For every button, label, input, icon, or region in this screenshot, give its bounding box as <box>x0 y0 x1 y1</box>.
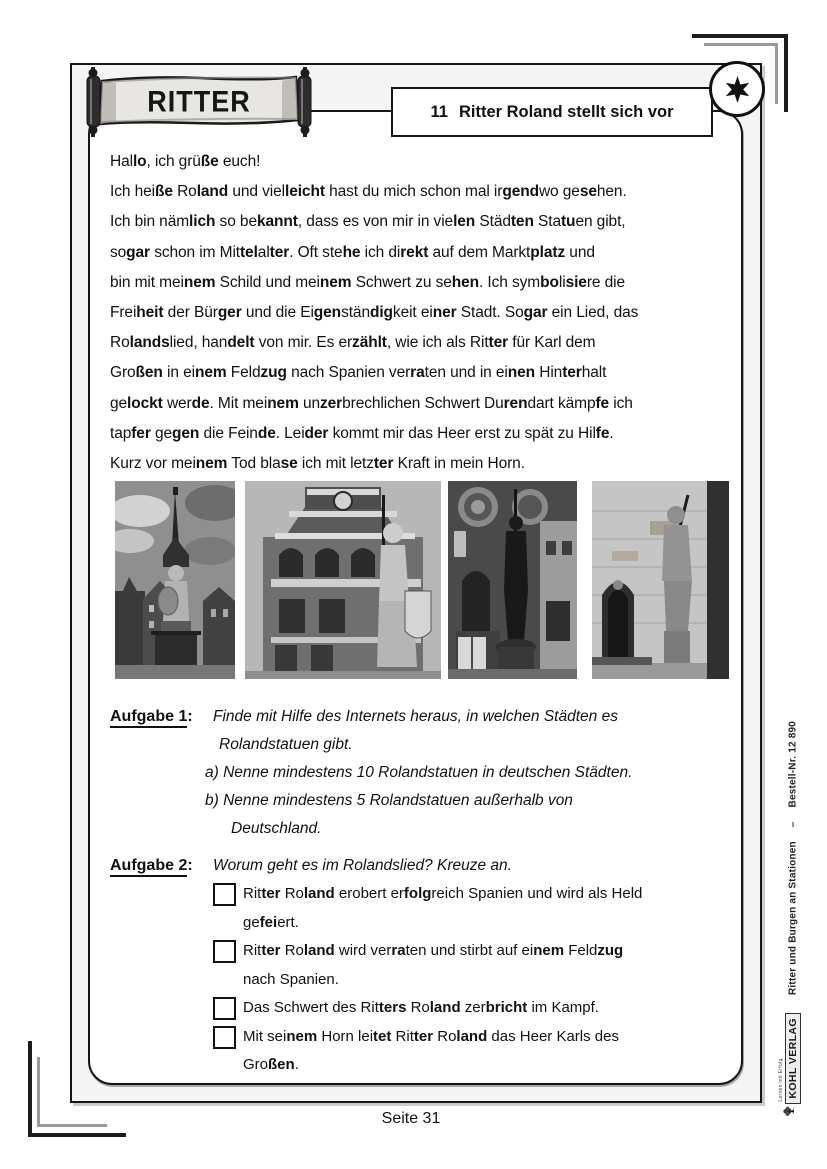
answer-checkbox[interactable] <box>213 883 236 906</box>
task-1-label: Aufgabe 1: <box>110 703 213 731</box>
banner-title: RITTER <box>147 85 251 118</box>
option-text: Ritter Roland wird verraten und stirbt auf einem Feldzug nach Spanien. <box>243 942 624 988</box>
option-text: Ritter Roland erobert erfolgreich Spanien und wird als Held gefeiert. <box>243 885 643 931</box>
roland-stone-statue-cathedral-photo <box>592 481 729 679</box>
tree-icon <box>772 1106 806 1117</box>
intro-text: Hallo, ich grüße euch! Ich heiße Roland und vielleicht hast du mich schon mal irgendwo gesehen. Ich bin nämlich so bekannt, dass es von mir in vielen Städten Statuen gibt, sogar schon im Mittelalter. Oft stehe ich direkt auf dem Marktplatz und bin mit meinem Schild und meinem Schwert zu sehen. Ich symbolisiere die Freiheit der Bürger und die Eigenständigkeit einer Stadt. Sogar ein Lied, das Rolandslied, handelt von mir. Es erzählt, wie ich als Ritter für Karl dem Großen in einem Feldzug nach Spanien verraten und in einen Hinterhalt gelockt werde. Mit meinem unzerbrechlichen Schwert Durendart kämpfe ich tapfer gegen die Feinde. Leider kommt mir das Heer erst zu spät zu Hilfe. Kurz vor meinem Tod blase ich mit letzter Kraft in mein Horn. <box>110 153 639 472</box>
task-2-question: Worum geht es im Rolandslied? Kreuze an. <box>213 857 512 874</box>
task-1-line: b) Nenne mindestens 5 Rolandstatuen außerhalb von <box>205 792 573 809</box>
answer-option <box>213 880 642 937</box>
page-number: Seite 31 <box>381 1110 441 1127</box>
answer-checkbox[interactable] <box>213 940 236 963</box>
chapter-title: Ritter Roland stellt sich vor <box>458 102 674 121</box>
series-title: Ritter und Burgen an Stationen <box>787 841 799 995</box>
sidebar-caption <box>788 721 799 995</box>
order-number: Bestell-Nr. 12 890 <box>787 721 799 808</box>
task-2 <box>110 852 744 1080</box>
answer-option <box>213 994 642 1023</box>
task-1-line: a) Nenne mindestens 10 Rolandstatuen in deutschen Städten. <box>205 764 633 781</box>
roland-statue-on-column-photo <box>115 481 235 679</box>
kohl-verlag-logo <box>770 1013 808 1117</box>
chapter-number: 11 <box>430 102 448 121</box>
answer-checkbox[interactable] <box>213 1026 236 1049</box>
publisher-tagline: Lernen mit Erfolg <box>777 1058 784 1102</box>
answer-option <box>213 1023 642 1080</box>
task-1-line: Rolandstatuen gibt. <box>219 736 353 753</box>
publisher-name: KOHL VERLAG <box>785 1013 801 1104</box>
star-badge <box>709 61 765 117</box>
task-2-label: Aufgabe 2: <box>110 852 213 880</box>
task-1-line: Finde mit Hilfe des Internets heraus, in welchen Städten es <box>213 708 618 725</box>
task-2-body <box>213 852 642 1080</box>
roland-bronze-statue-brick-church-photo <box>448 481 577 679</box>
task-2-options <box>213 880 642 1080</box>
task-1-text <box>205 703 633 843</box>
task-1-line: Deutschland. <box>231 820 322 837</box>
option-text: Das Schwert des Ritters Roland zerbricht im Kampf. <box>243 999 599 1016</box>
task-1 <box>110 703 742 843</box>
chapter-header <box>391 87 713 137</box>
roland-statue-town-hall-facade-photo <box>245 481 441 679</box>
star-icon <box>724 76 751 103</box>
ritter-banner <box>82 65 316 139</box>
option-text: Mit seinem Horn leitet Ritter Roland das Heer Karls des Großen. <box>243 1027 619 1073</box>
answer-checkbox[interactable] <box>213 997 236 1020</box>
answer-option <box>213 937 642 994</box>
separator-dash: – <box>787 821 799 828</box>
